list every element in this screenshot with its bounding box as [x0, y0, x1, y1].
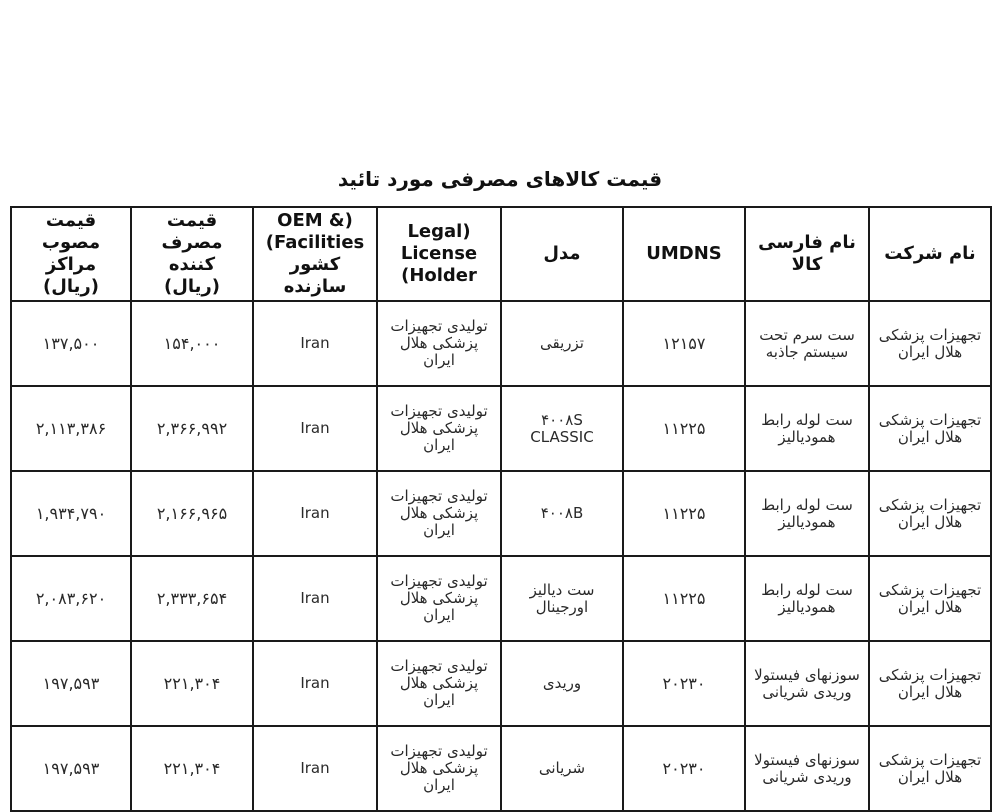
cell-company: تجهیزات پزشکی هلال ایران — [869, 726, 991, 811]
header-license-holder: Legal) License (Holder — [377, 207, 501, 301]
page-title: قیمت کالاهای مصرفی مورد تائید — [337, 167, 663, 191]
table-row — [11, 556, 991, 641]
cell-country: Iran — [253, 386, 377, 471]
header-consumer-price: قیمت مصرف کننده (ریال) — [131, 207, 253, 301]
cell-company: تجهیزات پزشکی هلال ایران — [869, 301, 991, 386]
table-row — [11, 641, 991, 726]
cell-product-name: سوزنهای فیستولا وریدی شریانی — [745, 726, 869, 811]
cell-product-name: ست سرم تحت سیستم جاذبه — [745, 301, 869, 386]
cell-umdns: ۱۲۱۵۷ — [623, 301, 745, 386]
header-product-name: نام فارسی کالا — [745, 207, 869, 301]
cell-consumer-price: ۲۲۱,۳۰۴ — [131, 726, 253, 811]
table-row — [11, 301, 991, 386]
cell-approved-price: ۲,۰۸۳,۶۲۰ — [11, 556, 131, 641]
cell-license-holder: تولیدی تجهیزات پزشکی هلال ایران — [377, 471, 501, 556]
cell-model: تزریقی — [501, 301, 623, 386]
cell-license-holder: تولیدی تجهیزات پزشکی هلال ایران — [377, 726, 501, 811]
cell-approved-price: ۱,۹۳۴,۷۹۰ — [11, 471, 131, 556]
cell-country: Iran — [253, 301, 377, 386]
header-approved-price: قیمت مصوب مراکز (ریال) — [11, 207, 131, 301]
table-row — [11, 386, 991, 471]
cell-umdns: ۱۱۲۲۵ — [623, 471, 745, 556]
cell-model: شریانی — [501, 726, 623, 811]
cell-approved-price: ۲,۱۱۳,۳۸۶ — [11, 386, 131, 471]
cell-approved-price: ۱۳۷,۵۰۰ — [11, 301, 131, 386]
cell-company: تجهیزات پزشکی هلال ایران — [869, 556, 991, 641]
cell-umdns: ۱۱۲۲۵ — [623, 386, 745, 471]
cell-license-holder: تولیدی تجهیزات پزشکی هلال ایران — [377, 556, 501, 641]
cell-consumer-price: ۱۵۴,۰۰۰ — [131, 301, 253, 386]
table-row — [11, 471, 991, 556]
cell-license-holder: تولیدی تجهیزات پزشکی هلال ایران — [377, 641, 501, 726]
cell-consumer-price: ۲,۳۳۳,۶۵۴ — [131, 556, 253, 641]
header-model: مدل — [501, 207, 623, 301]
table-row — [11, 726, 991, 811]
cell-country: Iran — [253, 556, 377, 641]
cell-product-name: ست لوله رابط همودیالیز — [745, 556, 869, 641]
cell-model: وریدی — [501, 641, 623, 726]
price-table — [10, 206, 992, 812]
cell-license-holder: تولیدی تجهیزات پزشکی هلال ایران — [377, 301, 501, 386]
cell-country: Iran — [253, 641, 377, 726]
cell-approved-price: ۱۹۷,۵۹۳ — [11, 641, 131, 726]
cell-product-name: ست لوله رابط همودیالیز — [745, 386, 869, 471]
cell-country: Iran — [253, 726, 377, 811]
cell-company: تجهیزات پزشکی هلال ایران — [869, 386, 991, 471]
cell-umdns: ۲۰۲۳۰ — [623, 641, 745, 726]
cell-product-name: سوزنهای فیستولا وریدی شریانی — [745, 641, 869, 726]
cell-country: Iran — [253, 471, 377, 556]
table-header-row — [11, 207, 991, 301]
cell-product-name: ست لوله رابط همودیالیز — [745, 471, 869, 556]
cell-model: ۴۰۰۸S CLASSIC — [501, 386, 623, 471]
cell-umdns: ۱۱۲۲۵ — [623, 556, 745, 641]
cell-consumer-price: ۲۲۱,۳۰۴ — [131, 641, 253, 726]
cell-umdns: ۲۰۲۳۰ — [623, 726, 745, 811]
header-company: نام شرکت — [869, 207, 991, 301]
cell-consumer-price: ۲,۱۶۶,۹۶۵ — [131, 471, 253, 556]
cell-model: ست دیالیز اورجینال — [501, 556, 623, 641]
cell-consumer-price: ۲,۳۶۶,۹۹۲ — [131, 386, 253, 471]
cell-company: تجهیزات پزشکی هلال ایران — [869, 641, 991, 726]
cell-license-holder: تولیدی تجهیزات پزشکی هلال ایران — [377, 386, 501, 471]
cell-approved-price: ۱۹۷,۵۹۳ — [11, 726, 131, 811]
cell-company: تجهیزات پزشکی هلال ایران — [869, 471, 991, 556]
cell-model: ۴۰۰۸B — [501, 471, 623, 556]
header-umdns: UMDNS — [623, 207, 745, 301]
header-country: OEM &) (Facilities کشور سازنده — [253, 207, 377, 301]
